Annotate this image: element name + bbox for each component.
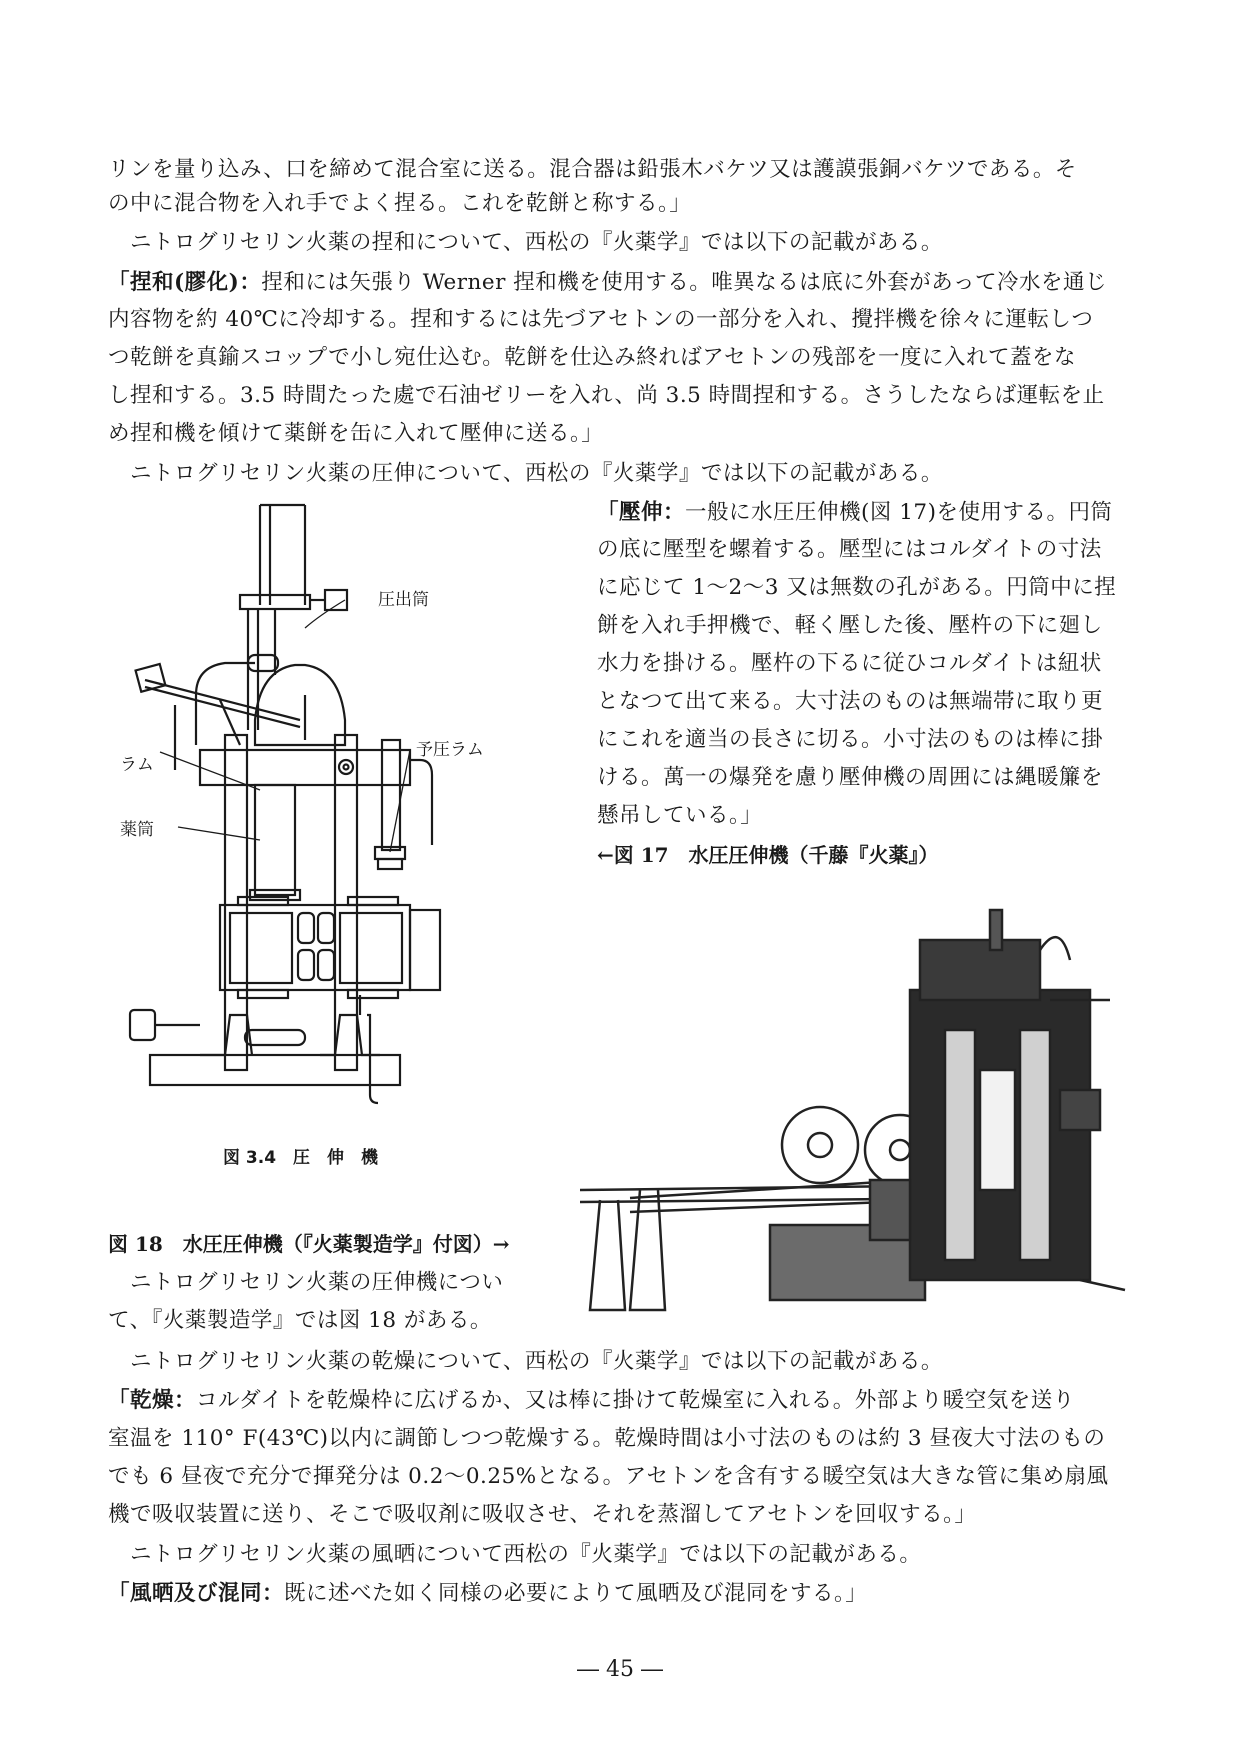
figure-18-caption: 図 18 水圧圧伸機（『火薬製造学』付図）→ [108,1232,510,1256]
quote-line: でも 6 昼夜で充分で揮発分は 0.2～0.25%となる。アセトンを含有する暖空気は大きな管に集め扇風 [108,1464,1109,1489]
quote-line: ける。萬一の爆発を慮り壓伸機の周囲には縄暖簾を [597,765,1104,790]
quote-line: に応じて 1～2～3 又は無数の孔がある。円筒中に捏 [597,575,1117,600]
quote-text: コルダイトを乾燥枠に広げるか、又は棒に掛けて乾燥室に入れる。外部より暖空気を送り [196,1388,1075,1413]
body-line: リンを量り込み、口を締めて混合室に送る。混合器は鉛張木バケツ又は護謨張銅バケツである。そ [108,157,1077,182]
body-line: の中に混合物を入れ手でよく捏る。これを乾餅と称する。」 [108,191,692,216]
label-ram: ラム [120,755,154,775]
press-machine-illustration [570,880,1130,1320]
label-pre-ram: 予圧ラム [416,740,484,760]
figure-17-caption: ←図 17 水圧圧伸機（千藤『火薬』） [597,843,939,867]
quote-line: し捏和する。3.5 時間たった處で石油ゼリーを入れ、尚 3.5 時間捏和する。さうしたならば運転を止 [108,383,1105,408]
body-line: ニトログリセリン火薬の乾燥について、西松の『火薬学』では以下の記載がある。 [108,1349,943,1374]
quote-line: 懸吊している。」 [597,803,763,828]
label-powder-pot: 薬筒 [120,820,154,840]
quote-text: 捏和には矢張り Werner 捏和機を使用する。唯異なるは底に外套があって冷水を通じ [261,270,1108,295]
quote-line: 内容物を約 40℃に冷却する。捏和するには先づアセトンの一部分を入れ、攪拌機を徐々に運転しつ [108,307,1094,332]
quote-line: め捏和機を傾けて薬餅を缶に入れて壓伸に送る。」 [108,421,604,446]
quote-heading: 「捏和(膠化)： [108,270,262,295]
figure-3-4-caption: 図 3.4 圧 伸 機 [223,1148,379,1168]
quote-line: となつて出て来る。大寸法のものは無端帯に取り更 [597,689,1104,714]
quote-line: の底に壓型を螺着する。壓型にはコルダイトの寸法 [597,537,1102,562]
quote-heading: 「乾燥： [108,1388,197,1413]
quote-text: 既に述べた如く同様の必要によりて風晒及び混同をする。」 [284,1581,868,1606]
quote-line: 機で吸収装置に送り、そこで吸収剤に吸収させ、それを蒸溜してアセトンを回収する。」 [108,1502,977,1527]
quote-line: 水力を掛ける。壓杵の下るに従ひコルダイトは紐状 [597,651,1102,676]
body-line: ニトログリセリン火薬の圧伸について、西松の『火薬学』では以下の記載がある。 [108,461,943,486]
quote-line: 餅を入れ手押機で、軽く壓した後、壓杵の下に廻し [597,613,1103,638]
body-line: て、『火薬製造学』では図 18 がある。 [108,1308,492,1333]
figure-18-press-photo [570,880,1130,1320]
quote-line [597,498,1113,528]
quote-line: 室温を 110° F(43℃)以内に調節しつつ乾燥する。乾燥時間は小寸法のものは約 3 昼夜大寸法のもの [108,1426,1106,1451]
quote-line [108,1386,1075,1416]
label-pressure-cylinder: 圧出筒 [378,590,429,610]
body-line: ニトログリセリン火薬の圧伸機につい [108,1270,504,1295]
body-line: ニトログリセリン火薬の風晒について西松の『火薬学』では以下の記載がある。 [108,1542,922,1567]
quote-heading: 「風晒及び混同： [108,1581,285,1606]
quote-line: つ乾餅を真鍮スコップで小し宛仕込む。乾餅を仕込み終ればアセトンの残部を一度に入れて蓋をな [108,345,1077,370]
quote-text: 一般に水圧圧伸機(図 17)を使用する。円筒 [685,500,1113,525]
body-line: ニトログリセリン火薬の捏和について、西松の『火薬学』では以下の記載がある。 [108,230,943,255]
figure-3-4-press-drawing [120,495,540,1195]
quote-line [108,268,1107,298]
quote-line [108,1579,867,1609]
quote-line: にこれを適当の長さに切る。小寸法のものは棒に掛 [597,727,1104,752]
press-diagram [120,495,540,1195]
quote-heading: 「壓伸： [597,500,686,525]
page-number: ― 45 ― [577,1657,663,1682]
